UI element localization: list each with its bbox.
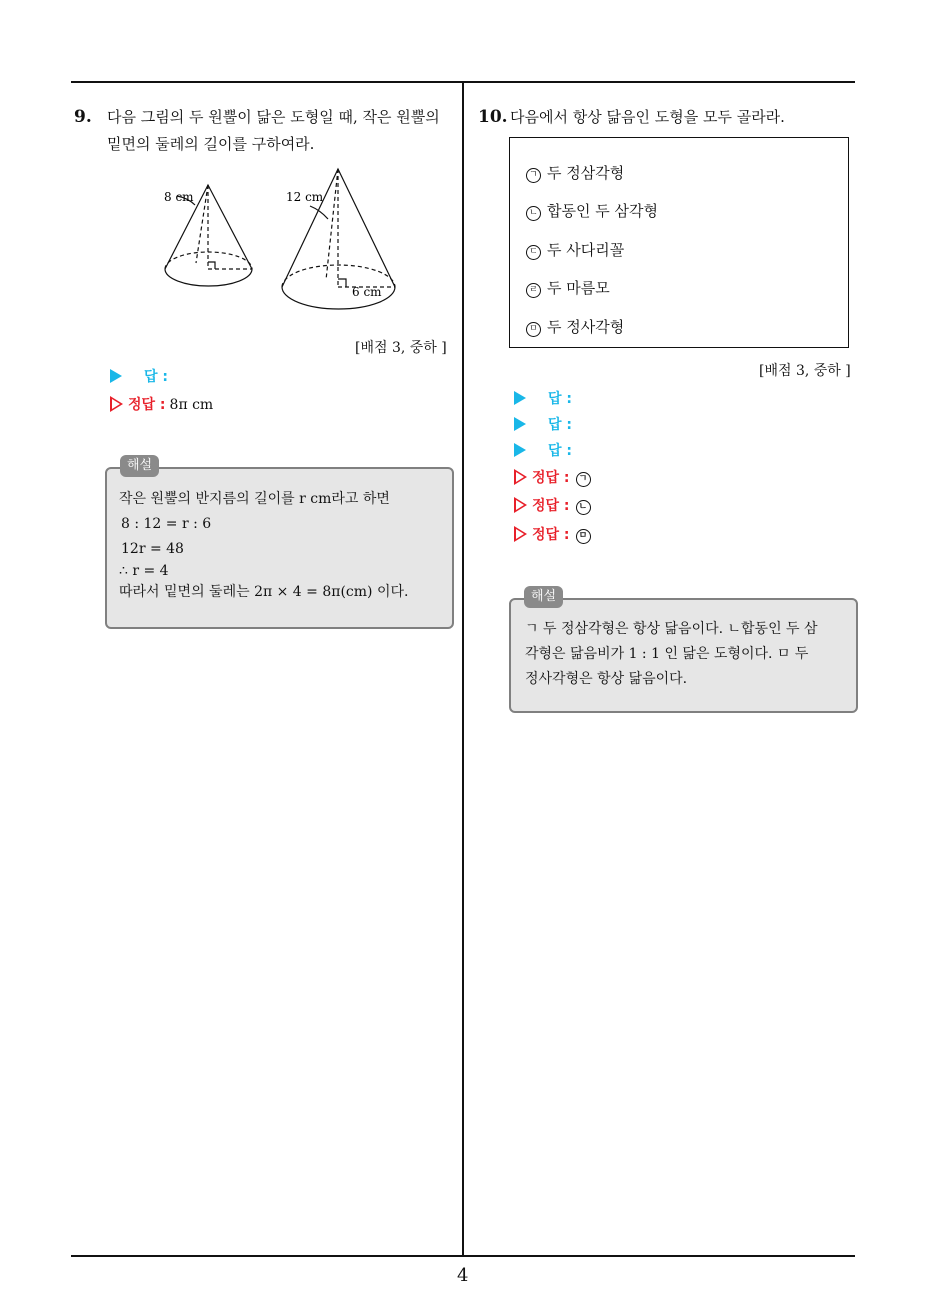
choice-5-mark: ㅁ bbox=[526, 322, 541, 337]
large-cone-right-angle bbox=[338, 279, 346, 287]
choice-5-text: 두 정사각형 bbox=[547, 318, 625, 336]
correct-arrow-icon bbox=[110, 396, 123, 412]
question-10-correct-row bbox=[514, 467, 597, 487]
explanation-line: 12r = 48 bbox=[121, 541, 184, 557]
small-cone-base-back bbox=[165, 252, 252, 269]
correct-label: 정답 : bbox=[128, 397, 166, 413]
choice-5 bbox=[526, 316, 624, 337]
choice-4-mark: ㄹ bbox=[526, 283, 541, 298]
column-divider bbox=[462, 81, 464, 1257]
explanation-line: 작은 원뿔의 반지름의 길이를 r cm라고 하면 bbox=[119, 491, 390, 507]
choice-3-mark: ㄷ bbox=[526, 245, 541, 260]
correct-label: 정답 : bbox=[532, 498, 570, 514]
question-9-number: 9. bbox=[74, 107, 92, 127]
question-10-correct-row bbox=[514, 495, 597, 515]
question-9-correct-row bbox=[110, 394, 213, 414]
answer-label: 답 : bbox=[548, 443, 572, 459]
answer-arrow-icon bbox=[514, 443, 526, 457]
correct-arrow-icon bbox=[514, 469, 527, 485]
explanation-line: 따라서 밑면의 둘레는 2π × 4 = 8π(cm) 이다. bbox=[119, 584, 409, 600]
question-10-number: 10. bbox=[478, 107, 508, 127]
correct-value: ㅁ bbox=[576, 529, 591, 544]
question-9-explanation-box bbox=[105, 467, 454, 629]
question-10-answer-row bbox=[514, 388, 572, 408]
explanation-line: 8 : 12 = r : 6 bbox=[121, 516, 212, 532]
explanation-line: ∴ r = 4 bbox=[119, 563, 169, 579]
question-10-explanation-tag: 해설 bbox=[524, 586, 563, 608]
small-cone-base-front bbox=[165, 269, 252, 286]
question-10-text: 다음에서 항상 닮음인 도형을 모두 골라라. bbox=[510, 108, 785, 126]
correct-label: 정답 : bbox=[532, 470, 570, 486]
question-9-line-1: 다음 그림의 두 원뿔이 닮은 도형일 때, 작은 원뿔의 bbox=[107, 108, 440, 126]
question-9-score: [배점 3, 중하 ] bbox=[355, 340, 447, 356]
choice-4-text: 두 마름모 bbox=[547, 279, 610, 297]
small-cone-right-angle bbox=[208, 262, 215, 269]
question-10-answer-row bbox=[514, 440, 572, 460]
bottom-rule bbox=[71, 1255, 855, 1257]
cones-figure bbox=[150, 165, 410, 315]
choice-1-mark: ㄱ bbox=[526, 168, 541, 183]
large-cone-label: 12 cm bbox=[286, 190, 324, 204]
question-10-correct-row bbox=[514, 524, 597, 544]
question-10-explanation-box bbox=[509, 598, 858, 713]
question-9-line-2: 밑면의 둘레의 길이를 구하여라. bbox=[107, 135, 315, 153]
choice-3 bbox=[526, 239, 624, 260]
large-cone-slant-dash bbox=[326, 169, 338, 280]
question-9-explanation-tag: 해설 bbox=[120, 455, 159, 477]
explanation-line: 정사각형은 항상 닮음이다. bbox=[525, 671, 688, 687]
answer-arrow-icon bbox=[514, 391, 526, 405]
explanation-line: ㄱ 두 정삼각형은 항상 닮음이다. ㄴ합동인 두 삼 bbox=[525, 621, 818, 637]
answer-arrow-icon bbox=[110, 369, 122, 383]
question-10-score: [배점 3, 중하 ] bbox=[759, 363, 851, 379]
explanation-line: 각형은 닮음비가 1 : 1 인 닮은 도형이다. ㅁ 두 bbox=[525, 646, 809, 662]
question-9-answer-row bbox=[110, 366, 168, 386]
correct-label: 정답 : bbox=[532, 527, 570, 543]
choice-3-text: 두 사다리꼴 bbox=[547, 241, 625, 259]
question-9-text bbox=[107, 104, 457, 158]
choice-2-mark: ㄴ bbox=[526, 206, 541, 221]
choice-2-text: 합동인 두 삼각형 bbox=[547, 202, 658, 220]
choice-4 bbox=[526, 277, 610, 298]
correct-value: ㄴ bbox=[576, 500, 591, 515]
choice-2 bbox=[526, 200, 658, 221]
correct-value: 8π cm bbox=[169, 397, 214, 413]
choice-1 bbox=[526, 162, 624, 183]
answer-arrow-icon bbox=[514, 417, 526, 431]
question-10-answer-row bbox=[514, 414, 572, 434]
correct-value: ㄱ bbox=[576, 472, 591, 487]
answer-label: 답 : bbox=[548, 417, 572, 433]
correct-arrow-icon bbox=[514, 526, 527, 542]
page-number: 4 bbox=[457, 1265, 469, 1286]
answer-label: 답 : bbox=[144, 369, 168, 385]
small-cone-label: 8 cm bbox=[164, 190, 194, 204]
large-cone-radius-label: 6 cm bbox=[352, 285, 382, 299]
answer-label: 답 : bbox=[548, 391, 572, 407]
choice-1-text: 두 정삼각형 bbox=[547, 164, 625, 182]
correct-arrow-icon bbox=[514, 497, 527, 513]
